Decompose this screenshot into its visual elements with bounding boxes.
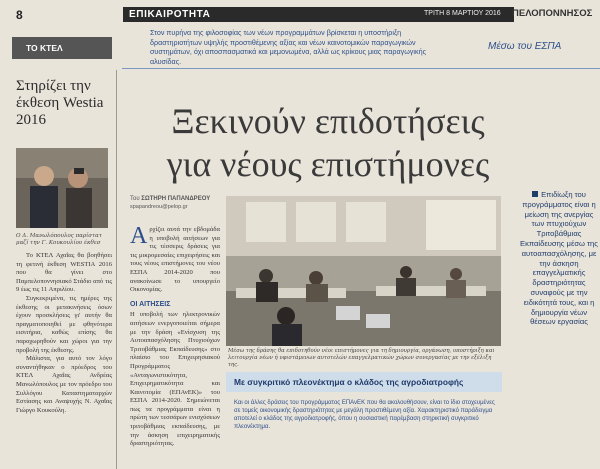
- subhead-title: Με συγκριτικό πλεονέκτημα ο κλάδος της αγροδιατροφής: [234, 377, 464, 387]
- side-body: [16, 252, 112, 415]
- side-photo-caption: Ο Δ. Μανωλόπουλος παρίστατ μαζί την Γ. Κουκουλίου έκθεσ: [16, 233, 102, 246]
- page-number: 8: [16, 8, 23, 22]
- main-photo: [226, 196, 501, 346]
- header-rule: [122, 68, 600, 69]
- section-title: ΕΠΙΚΑΙΡΟΤΗΤΑ: [123, 7, 514, 22]
- newspaper-name: ΠΕΛΟΠΟΝΝΗΣΟΣ: [512, 8, 593, 19]
- author-byline: [130, 196, 210, 202]
- pull-quote: [520, 190, 598, 327]
- subhead-text: Και οι άλλες δράσεις του προγράμματος ΕΠΑνΕΚ που θα ακολουθήσουν, είναι το ίδιο στοχευμένες σε τομείς οικονομικής δραστηριότητας με μεγάλη προστιθέμενη αξία. Χαρακτηριστικό παράδειγμα αποτελεί ο κλάδος της αγροδιατροφής, όπου η ουσιαστική παρέμβαση στηρικτική συγκριτικό πλεονέκτημα.: [234, 400, 495, 430]
- author-prefix: Του: [130, 196, 140, 202]
- side-paragraph: Το ΚΤΕΛ Αχαΐας θα βοηθήσει τη φετινή έκθεση WESTIA 2016 που θα γίνει στο Παμπελοποννησιακό Στάδιο από τις 9 έως τις 11 Απριλίου.: [16, 252, 112, 294]
- column-divider: [116, 70, 117, 469]
- side-headline: Στηρίζει την έκθεση Westia 2016: [16, 78, 104, 128]
- side-photo-illustration: [16, 148, 108, 228]
- tagline: Μέσω του ΕΣΠΑ: [488, 41, 562, 52]
- author-name: ΣΩΤΗΡΗ ΠΑΠΑΝΔΡΕΟΥ: [141, 196, 211, 202]
- article-subheading: ΟΙ ΑΙΤΗΣΕΙΣ: [130, 300, 171, 308]
- side-paragraph: Μάλιστα, για αυτό τον λόγο συναντήθηκαν ο πρόεδρος του ΚΤΕΛ Αχαΐας Ανδρέας Μανωλόπουλος με τον πρόεδρο του Συλλόγου Καταστηματαρχών Εστίασης και Αναψυχής Ν. Αχαΐας Γιώργο Κουκούλη.: [16, 355, 112, 414]
- author-email: spapandreou@pelop.gr: [130, 204, 188, 210]
- article-paragraph: Η υποβολή των ηλεκτρονικών αιτήσεων ενεργοποιείται σήμερα με την δράση «Ενίσχυση της Αυτοαπασχόλησης Πτυχιούχων Τριτοβάθμιας Εκπαίδευσης» στο πλαίσιο του Επιχειρησιακού Προγράμματος «Ανταγωνιστικότητα, Επιχειρηματικότητα και Καινοτομία (ΕΠΑνΕΚ)» του ΕΣΠΑ 2014-2020. Σημειώνεται πως τα προγράμματα είναι η πρώτη των τεσσάρων ενισχύσεων τριτοβάθμιας εκπαίδευσης, με την άσκηση επιχειρηματικής δραστηριότητας.: [130, 311, 220, 448]
- article-headline: [128, 100, 528, 186]
- issue-date: ΤΡΙΤΗ 8 ΜΑΡΤΙΟΥ 2016: [424, 10, 501, 17]
- photo-caption: Μέσω της δράσης θα επιδοτηθούν νέοι επιστήμονες για τη δημιουργία, οργάνωση, υποστήριξη και λειτουργία νέων ή υφιστάμενων αυτοτελών επαγγελματικών χώρων συνεργασίας με την εξέλιξη της.: [228, 348, 495, 368]
- side-photo: [16, 148, 108, 228]
- article-body: [130, 223, 220, 451]
- headline-line-2: για νέους επιστήμονες: [166, 144, 490, 184]
- intro-text: Στον πυρήνα της φιλοσοφίας των νέων προγραμμάτων βρίσκεται η υποστήριξη δραστηριοτήτων υψηλής προστιθέμενης αξίας και νέων καινοτομικών παραγωγικών συστημάτων, όχι αποσπασματικά και μεμονωμένα, αλλά ως κρίκους μιας παραγωγικής αλυσίδας.: [150, 28, 427, 66]
- side-paragraph: Συγκεκριμένα, τις ημέρες της έκθεσης οι μετακινήσεις όσων έχουν προσκλήσεις γι' αυτήν θα πραγματοποιηθεί με φθηνότερα εισιτήρια, καθώς επίσης θα παραχωρηθούν και χώροι για την προβολή της έκθεσης.: [16, 294, 112, 354]
- square-bullet-icon: [532, 191, 538, 197]
- article-lead: ρχίζει αυτά την εβδομάδα η υποβολή αιτήσεων για τις τέσσερις δράσεις για τις μικρομεσαίες επιχειρήσεις και τους νέους επιστήμονες του νέου ΕΣΠΑ 2014-2020 που ανακοίνωσε το υπουργείο Οικονομίας.: [130, 226, 220, 294]
- drop-cap: Α: [130, 223, 148, 249]
- headline-line-1: Ξεκινούν επιδοτήσεις: [171, 101, 485, 141]
- classroom-photo-illustration: [226, 196, 501, 346]
- side-tab: ΤΟ ΚΤΕΛ: [12, 37, 112, 59]
- pull-quote-text: Επιδίωξη του προγράμματος είναι η μείωση της ανεργίας των πτυχιούχων Τριτοβάθμιας Εκπαίδευσης μέσω της αυτοαπασχόλησης, με την άσκηση επαγγελματικής δραστηριότητας συναφούς με την ειδικότητά τους, και η δημιουργία νέων θέσεων εργασίας: [520, 190, 598, 327]
